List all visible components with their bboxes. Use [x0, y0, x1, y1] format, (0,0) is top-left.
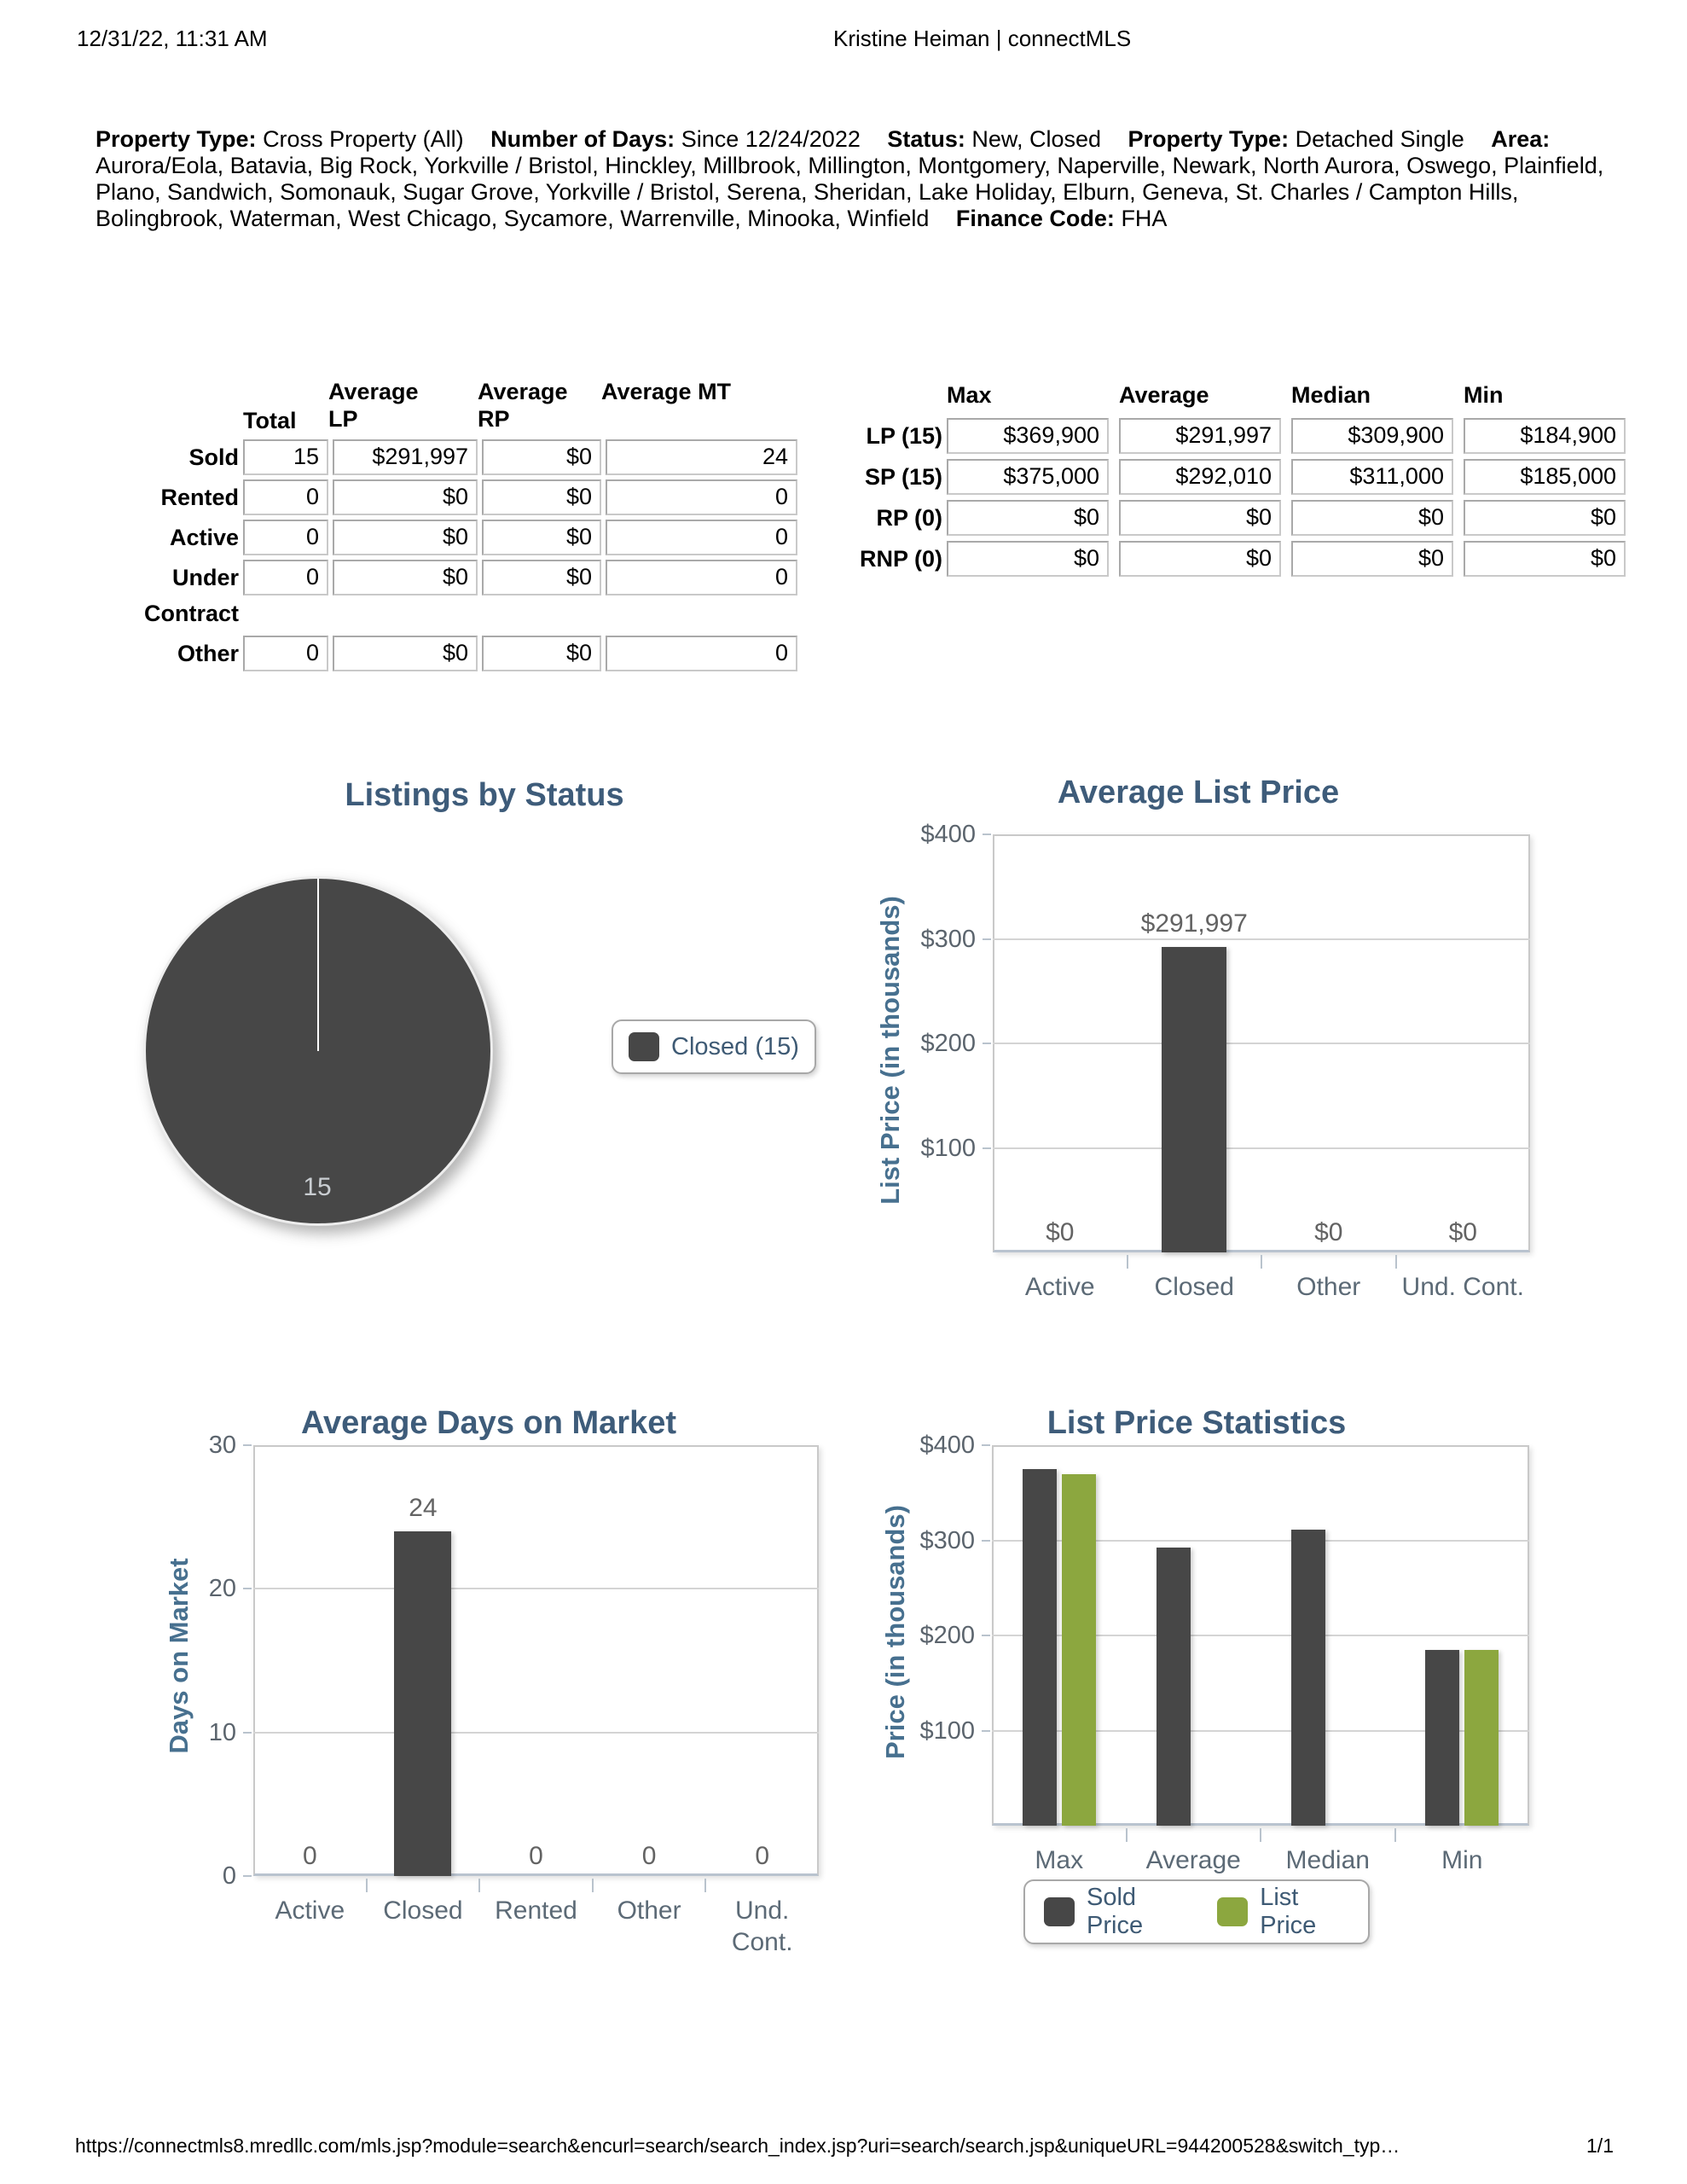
cell-value: $185,000	[1464, 459, 1626, 495]
column-header	[328, 378, 478, 433]
cell-value: $0	[482, 636, 601, 671]
cell-value: $292,010	[1119, 459, 1281, 495]
cell-value: $0	[482, 560, 601, 595]
cell-value: $0	[482, 439, 601, 475]
footer-page-number: 1/1	[1586, 2135, 1614, 2157]
legend-swatch-list-price	[1217, 1897, 1248, 1926]
column-header: Total	[243, 408, 297, 433]
row-label: Under Contract	[143, 565, 239, 626]
x-tick-mark	[1261, 1255, 1262, 1269]
table-row	[840, 459, 1636, 495]
bar	[394, 1531, 451, 1876]
table-row	[98, 520, 797, 555]
print-title: Kristine Heiman | connectMLS	[833, 26, 1132, 51]
legend-swatch-closed	[629, 1032, 659, 1061]
y-tick-mark	[243, 1875, 252, 1877]
bar-sold-price	[1291, 1530, 1325, 1826]
chart-average-days-on-market	[85, 1403, 896, 2060]
x-tick-mark	[1394, 1828, 1396, 1842]
y-tick-label: $300	[920, 925, 976, 953]
bar-chart-legend	[1023, 1879, 1370, 1944]
bar-value-label: $0	[1448, 1218, 1477, 1246]
cell-value: $369,900	[947, 418, 1109, 454]
category-label: Min	[1441, 1846, 1483, 1874]
x-tick-mark	[1126, 1828, 1128, 1842]
pie-slice-divider	[317, 879, 319, 1051]
criteria-value: New, Closed	[971, 126, 1101, 152]
column-header-text: Average LP	[328, 379, 419, 432]
legend-label: Sold Price	[1087, 1884, 1144, 1939]
cell-value: 0	[243, 560, 328, 595]
y-tick-label: 20	[208, 1575, 236, 1603]
x-tick-mark	[1127, 1255, 1128, 1269]
bar-sold-price	[1023, 1469, 1057, 1826]
table-row	[98, 439, 797, 475]
x-tick-mark	[704, 1879, 706, 1892]
y-tick-mark	[983, 1043, 991, 1044]
chart-listings-by-status	[85, 764, 836, 1275]
cell-value: 0	[243, 636, 328, 671]
criteria-value: Cross Property (All)	[263, 126, 464, 152]
criteria-value: Detached Single	[1295, 126, 1464, 152]
stats-table	[840, 382, 1636, 582]
y-tick-mark	[243, 1588, 252, 1589]
table-row	[840, 500, 1636, 536]
legend-label: List Price	[1260, 1884, 1317, 1939]
column-header: Average	[1119, 382, 1209, 408]
bar-sold-price	[1157, 1548, 1191, 1826]
y-tick-mark	[982, 1635, 990, 1636]
pie-legend	[612, 1019, 816, 1074]
bar-list-price	[1062, 1474, 1096, 1826]
criteria-label: Finance Code:	[955, 206, 1115, 231]
stats-table-header	[840, 382, 1636, 413]
gridline	[253, 1732, 819, 1734]
cell-value: $0	[333, 520, 478, 555]
y-tick-mark	[982, 1540, 990, 1542]
summary-table	[98, 378, 797, 676]
bar-value-label: 0	[529, 1842, 543, 1870]
bar-value-label: $291,997	[1140, 909, 1248, 938]
chart-title: Listings by Status	[345, 777, 624, 813]
footer-url: https://connectmls8.mredllc.com/mls.jsp?module=search&encurl=search/search_index.jsp?uri=search/search.jsp&uniqueURL=944200528&switch_typ…	[75, 2135, 1400, 2157]
table-row	[840, 541, 1636, 577]
legend-entry-list-price	[1217, 1884, 1356, 1940]
cell-value: 0	[606, 520, 797, 555]
category-label: Rented	[495, 1896, 577, 1925]
bar	[1162, 947, 1226, 1252]
cell-value: $0	[1464, 541, 1626, 577]
chart-title: List Price Statistics	[1046, 1405, 1347, 1441]
criteria-value: Aurora/Eola, Batavia, Big Rock, Yorkville / Bristol, Hinckley, Millbrook, Millington, Montgomery, Naperville, Newark, North Aurora, Oswego, Plainfield, Plano, Sandwich, Somonauk, Sugar Grove, Yorkville / Bristol, Serena, Sheridan, Lake Holiday, Elburn, Geneva, St. Charles / Campton Hills, Bolingbrook, Waterman, West Chicago, Sycamore, Warrenville, Minooka, Winfield	[96, 153, 1604, 231]
row-label: Rented	[160, 485, 239, 510]
y-tick-label: $100	[920, 1134, 976, 1162]
cell-value: $184,900	[1464, 418, 1626, 454]
x-tick-mark	[592, 1879, 594, 1892]
category-label: Median	[1285, 1846, 1370, 1874]
gridline	[993, 938, 1530, 940]
header-spacer	[840, 382, 947, 413]
chart-average-list-price	[836, 764, 1646, 1352]
y-tick-label: $200	[920, 1030, 976, 1057]
row-label: RNP (0)	[859, 546, 942, 572]
row-label: Sold	[188, 444, 239, 470]
category-label: Closed	[1154, 1273, 1234, 1301]
row-label: Other	[177, 641, 239, 666]
search-criteria	[96, 126, 1615, 232]
x-tick-mark	[478, 1879, 480, 1892]
cell-value: $0	[1119, 500, 1281, 536]
category-label: Closed	[383, 1896, 463, 1925]
y-tick-mark	[982, 1730, 990, 1732]
table-row	[98, 636, 797, 671]
column-header: Median	[1291, 382, 1371, 408]
cell-value: $309,900	[1291, 418, 1453, 454]
table-row	[98, 560, 797, 631]
legend-label: Closed (15)	[671, 1032, 799, 1060]
cell-value: 0	[606, 636, 797, 671]
chart-title: Average List Price	[1057, 775, 1340, 810]
y-tick-mark	[982, 1444, 990, 1446]
y-tick-label: $300	[919, 1526, 975, 1554]
bar-value-label: 0	[641, 1842, 657, 1870]
criteria-label: Status:	[887, 126, 965, 152]
category-label: Active	[1024, 1273, 1095, 1301]
column-header-text: Average RP	[478, 379, 568, 432]
cell-value: $0	[333, 560, 478, 595]
x-tick-mark	[366, 1879, 368, 1892]
x-tick-mark	[1260, 1828, 1261, 1842]
chart-list-price-statistics	[853, 1403, 1663, 2060]
cell-value: 0	[243, 520, 328, 555]
bar-value-label: $0	[1314, 1218, 1343, 1246]
y-tick-mark	[243, 1732, 252, 1734]
y-axis-label: Days on Market	[164, 1558, 194, 1754]
cell-value: 0	[606, 560, 797, 595]
cell-value: $0	[1119, 541, 1281, 577]
cell-value: $0	[333, 479, 478, 515]
legend-swatch-sold-price	[1044, 1897, 1075, 1926]
chart-title: Average Days on Market	[300, 1405, 676, 1441]
gridline	[993, 1043, 1530, 1044]
y-tick-label: $400	[920, 821, 976, 848]
y-tick-label: $200	[919, 1622, 975, 1649]
print-datetime: 12/31/22, 11:31 AM	[77, 26, 268, 51]
bar-value-label: $0	[1046, 1218, 1075, 1246]
bar-list-price	[1464, 1650, 1499, 1826]
stats-table-rows	[840, 418, 1636, 577]
column-header: Average MT	[601, 379, 732, 404]
y-tick-label: $400	[919, 1432, 975, 1459]
criteria-label: Property Type:	[96, 126, 257, 152]
gridline	[993, 1147, 1530, 1149]
y-tick-label: 0	[222, 1862, 236, 1890]
cell-value: $0	[1291, 500, 1453, 536]
summary-table-rows	[98, 439, 797, 671]
bar-sold-price	[1425, 1650, 1459, 1826]
y-axis-label: List Price (in thousands)	[875, 896, 905, 1205]
table-row	[98, 479, 797, 515]
cell-value: $0	[333, 636, 478, 671]
cell-value: $291,997	[333, 439, 478, 475]
cell-value: $0	[947, 500, 1109, 536]
category-label: Average	[1145, 1846, 1241, 1874]
row-label: RP (0)	[876, 505, 942, 531]
cell-value: $0	[947, 541, 1109, 577]
column-header	[478, 378, 601, 433]
legend-entry-sold-price	[1044, 1884, 1193, 1940]
cell-value: 15	[243, 439, 328, 475]
row-label: SP (15)	[864, 464, 942, 490]
summary-table-header	[98, 378, 797, 434]
criteria-label: Property Type:	[1128, 126, 1290, 152]
y-tick-label: $100	[919, 1716, 975, 1745]
criteria-value: Since 12/24/2022	[681, 126, 861, 152]
cell-value: $0	[1291, 541, 1453, 577]
cell-value: $0	[482, 479, 601, 515]
cell-value: $375,000	[947, 459, 1109, 495]
cell-value: 0	[606, 479, 797, 515]
row-label: Active	[169, 525, 239, 550]
cell-value: $311,000	[1291, 459, 1453, 495]
category-label: Und. Cont.	[1401, 1273, 1524, 1301]
column-header: Max	[947, 382, 992, 408]
cell-value: $0	[1464, 500, 1626, 536]
column-header: Min	[1464, 382, 1504, 408]
criteria-label: Number of Days:	[490, 126, 675, 152]
cell-value: $291,997	[1119, 418, 1281, 454]
category-label: Max	[1035, 1846, 1084, 1874]
y-axis-label: Price (in thousands)	[880, 1505, 910, 1759]
y-tick-mark	[243, 1444, 252, 1446]
y-tick-mark	[983, 938, 991, 940]
category-label: Other	[617, 1896, 681, 1925]
cell-value: 24	[606, 439, 797, 475]
category-label: Und. Cont.	[731, 1896, 793, 1956]
gridline	[253, 1588, 819, 1589]
criteria-label: Area:	[1491, 126, 1551, 152]
y-tick-label: 30	[208, 1432, 236, 1459]
category-label: Other	[1296, 1273, 1361, 1301]
cell-value: 0	[243, 479, 328, 515]
y-tick-mark	[983, 834, 991, 835]
category-label: Active	[275, 1896, 345, 1925]
x-tick-mark	[1395, 1255, 1397, 1269]
bar-value-label: 0	[755, 1842, 770, 1870]
y-tick-mark	[983, 1147, 991, 1149]
plot-area	[253, 1445, 819, 1876]
pie-value-label: 15	[303, 1173, 332, 1201]
table-row	[840, 418, 1636, 454]
y-tick-label: 10	[208, 1718, 236, 1746]
row-label: LP (15)	[866, 423, 942, 449]
criteria-value: FHA	[1121, 206, 1168, 231]
cell-value: $0	[482, 520, 601, 555]
bar-value-label: 24	[409, 1494, 438, 1522]
bar-value-label: 0	[302, 1842, 317, 1870]
